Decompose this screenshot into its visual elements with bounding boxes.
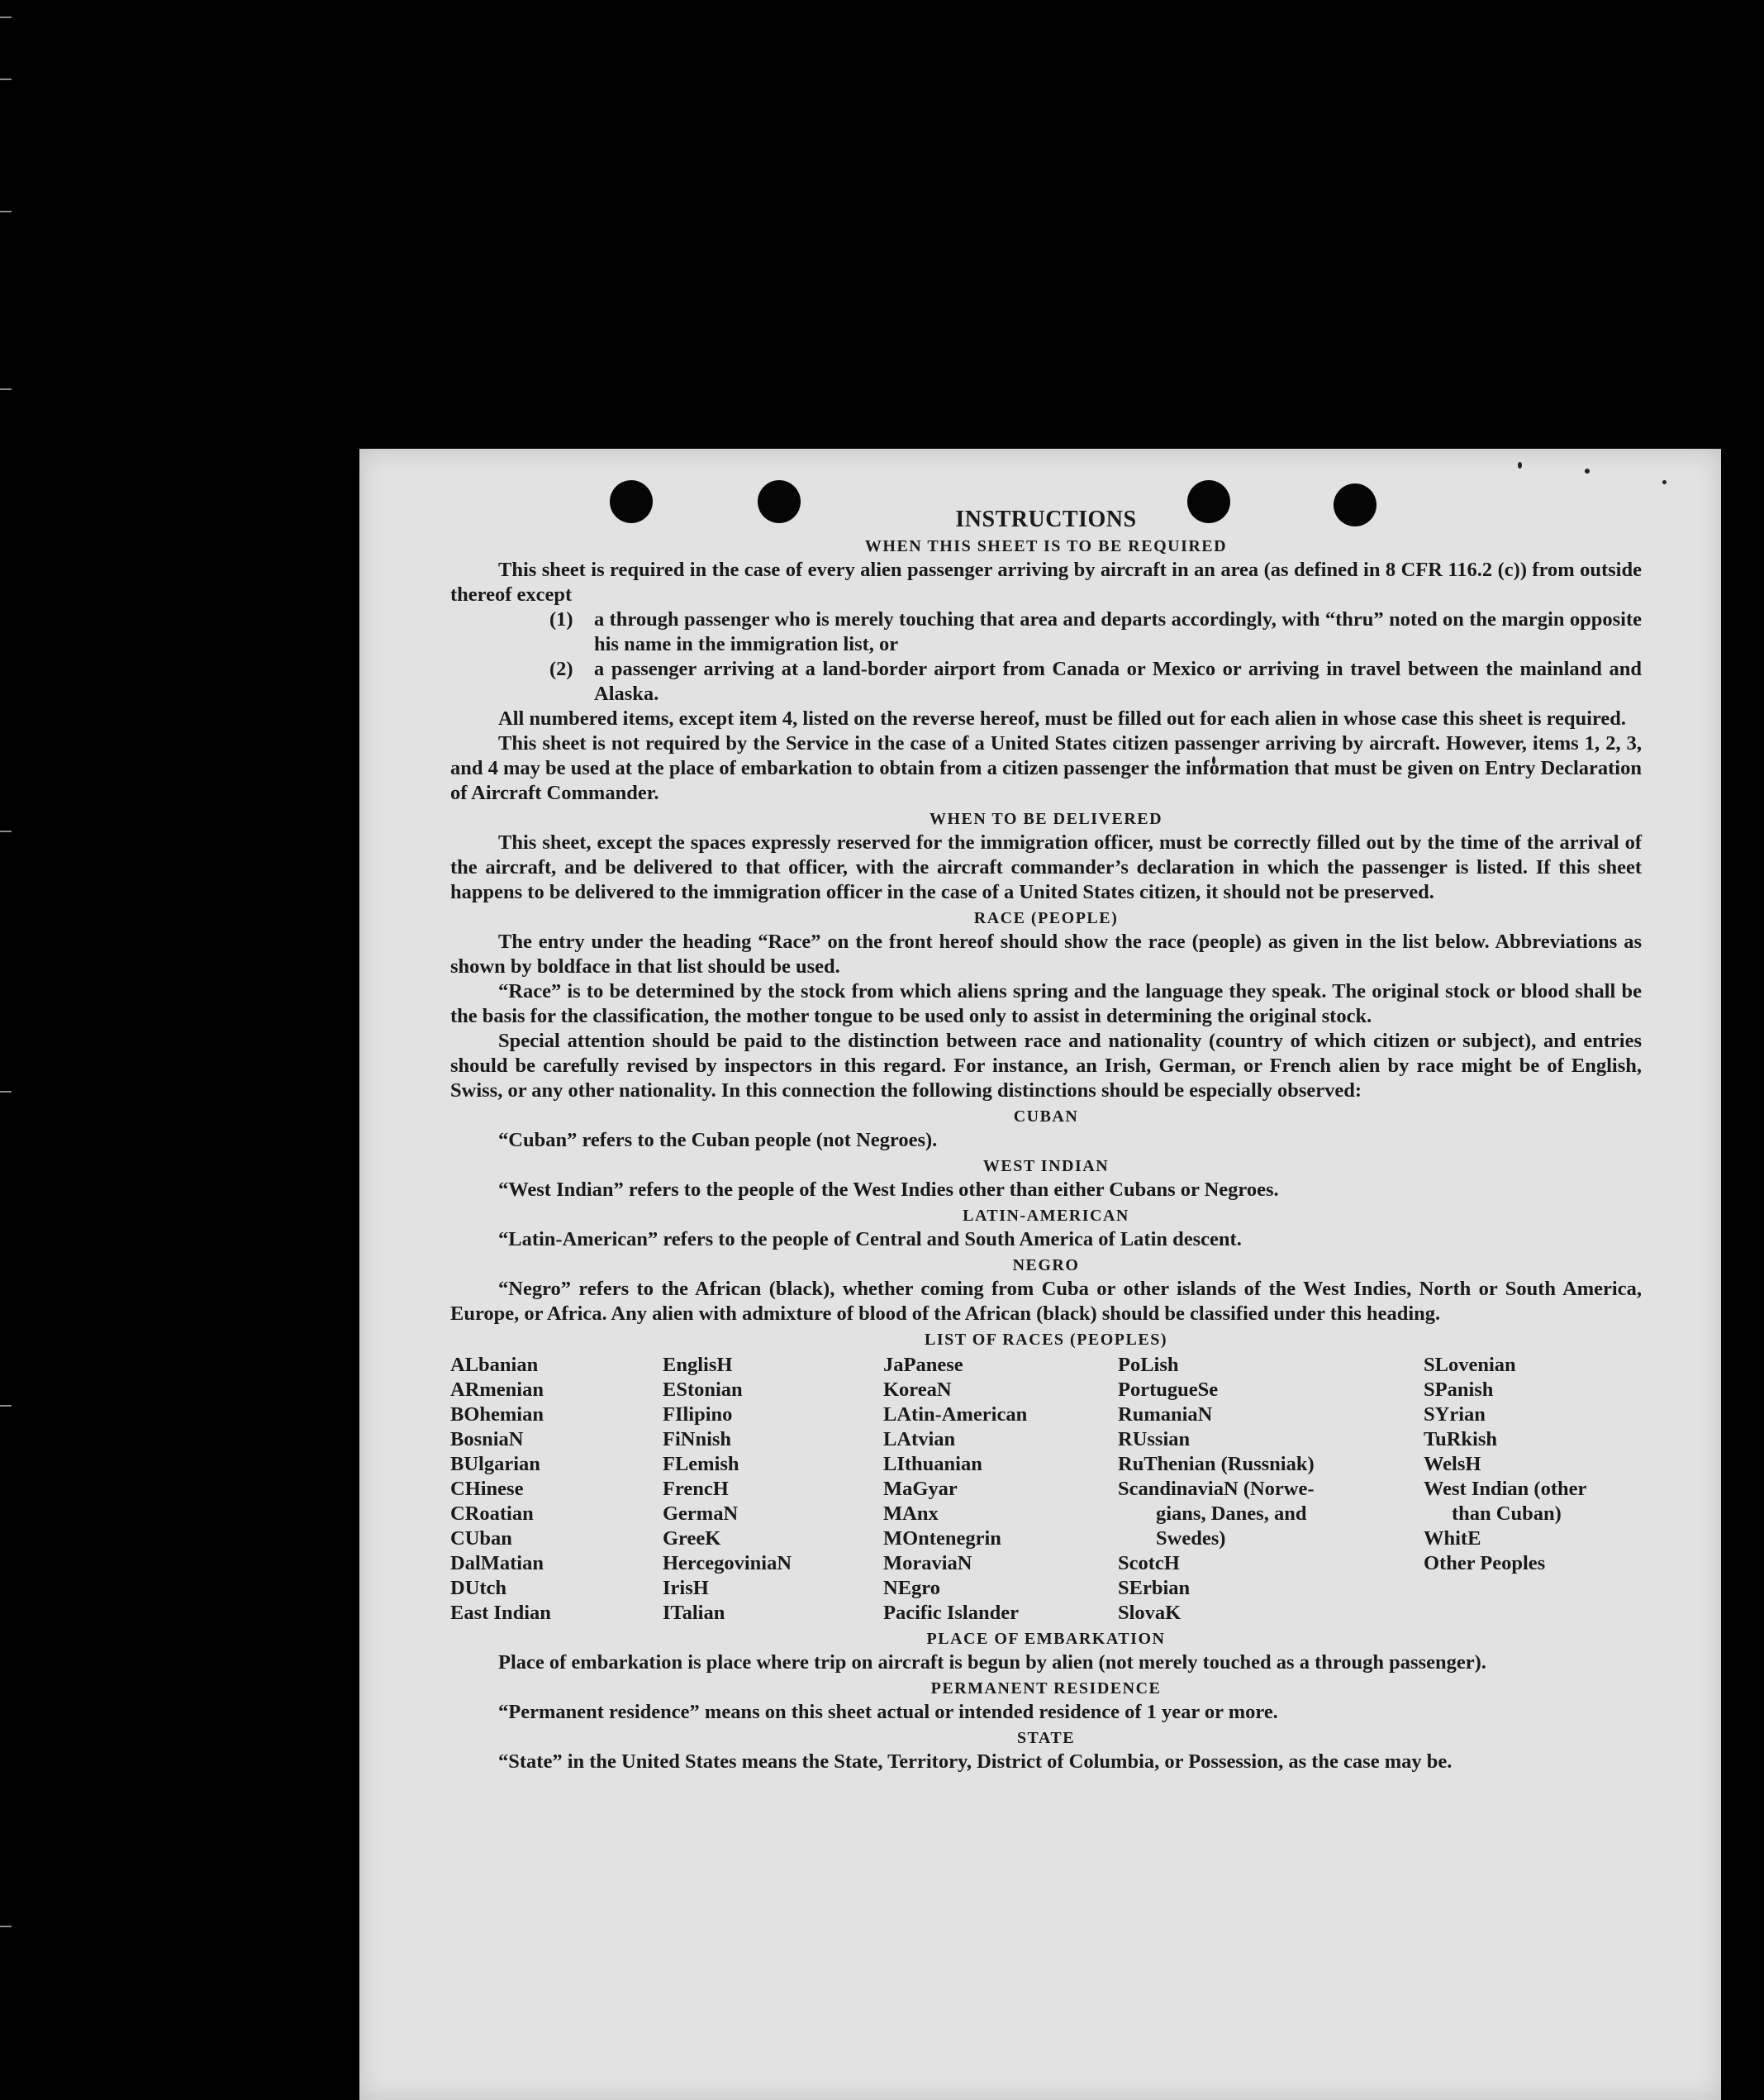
race-item: LAtin-American [883,1403,1028,1426]
race-item: DUtch [450,1577,507,1599]
race-item: CHinese [450,1478,524,1500]
section-heading: RACE (PEOPLE) [973,909,1119,927]
section-heading: WEST INDIAN [982,1157,1110,1175]
paragraph: This sheet is required in the case of every alien passenger arriving by aircraft in an area (as defined in 8 CFR 116.2 (c)) from outside thereof except [450,559,1642,606]
paragraph: “Negro” refers to the African (black), whether coming from Cuba or other islands of the West Indies, North or South America, Europe, or Africa. Any alien with admixture of blood of the African (black) should be classified under this heading. [450,1278,1642,1325]
film-edge-mark [0,831,12,832]
paragraph: Special attention should be paid to the distinction between race and nationality (country of which citizen or subject), and entries should be carefully revised by inspectors in this regard. For instance, an Irish, German, or French alien by race might be of English, Swiss, or any other nationality. In this connection the following distinctions should be especially observed: [450,1030,1642,1102]
ink-speck [1662,480,1667,484]
section-heading: NEGRO [1012,1256,1080,1274]
paragraph: “Cuban” refers to the Cuban people (not Negroes). [498,1129,938,1151]
paragraph: Place of embarkation is place where trip on aircraft is begun by alien (not merely touched as a through passenger). [498,1651,1486,1674]
race-item: MOntenegrin [883,1527,1001,1550]
race-item-continued: than Cuban) [1452,1502,1562,1525]
race-item: FIlipino [663,1403,733,1426]
list-item [450,607,1642,657]
race-column [1424,1353,1642,1626]
section-heading: STATE [1016,1729,1076,1747]
section-heading: PERMANENT RESIDENCE [930,1679,1162,1698]
race-item: Pacific Islander [883,1602,1019,1624]
ink-speck [1518,462,1522,469]
race-item: JaPanese [883,1354,963,1376]
race-item: CRoatian [450,1502,534,1525]
race-item: MAnx [883,1502,939,1525]
item-number: (2) [549,658,573,680]
race-item: SLovenian [1424,1354,1516,1376]
race-item: ScandinaviaN (Norwe- [1118,1478,1315,1500]
paragraph: “State” in the United States means the State, Territory, District of Columbia, or Possession, as the case may be. [498,1750,1453,1773]
section-heading: LATIN-AMERICAN [963,1207,1129,1225]
film-edge-mark [0,388,12,390]
section-heading: PLACE OF EMBARKATION [926,1630,1166,1648]
race-item: ARmenian [450,1379,544,1401]
race-item-continued: gians, Danes, and [1156,1502,1307,1525]
race-column [663,1353,883,1626]
document-sheet [359,449,1721,2100]
paragraph: “Race” is to be determined by the stock from which aliens spring and the language they speak. The original stock or blood shall be the basis for the classification, the mother tongue to be used only to assist in determining the original stock. [450,980,1642,1027]
race-item: PortugueSe [1118,1379,1219,1401]
film-edge-mark [0,17,12,18]
section-heading: CUBAN [1013,1107,1079,1126]
race-item: MoraviaN [883,1552,972,1574]
race-item: TuRkish [1424,1428,1498,1450]
race-item: RUssian [1118,1428,1191,1450]
race-item: SYrian [1424,1403,1486,1426]
race-list [450,1353,1642,1626]
race-item: LAtvian [883,1428,956,1450]
section-heading: WHEN TO BE DELIVERED [929,810,1163,828]
section-heading: WHEN THIS SHEET IS TO BE REQUIRED [864,537,1228,555]
ink-speck [1585,469,1590,474]
race-item: KoreaN [883,1379,952,1401]
film-edge-mark [0,79,12,80]
film-edge-mark [0,1405,12,1407]
race-item: SErbian [1118,1577,1191,1599]
film-edge-mark [0,211,12,212]
race-item: IrisH [663,1577,709,1599]
race-item: ScotcH [1118,1552,1180,1574]
instructions-text [450,507,1642,1774]
race-item: SlovaK [1118,1602,1182,1624]
race-item: PoLish [1118,1354,1179,1376]
race-item: HercegoviniaN [663,1552,792,1574]
race-item: BOhemian [450,1403,544,1426]
race-column [450,1353,663,1626]
race-item: FiNnish [663,1428,732,1450]
item-number: (1) [549,608,573,631]
item-text: a through passenger who is merely touching that area and departs accordingly, with “thru” noted on the margin opposite his name in the immigration list, or [594,608,1642,655]
race-item: BosniaN [450,1428,524,1450]
paragraph: This sheet is not required by the Service in the case of a United States citizen passenger arriving by aircraft. However, items 1, 2, 3, and 4 may be used at the place of embarkation to obtain from a citizen passenger the information that must be given on Entry Declaration of Aircraft Commander. [450,732,1642,804]
film-edge-mark [0,1926,12,1927]
paragraph: The entry under the heading “Race” on the front hereof should show the race (people) as given in the list below. Abbreviations as shown by boldface in that list should be used. [450,931,1642,978]
race-column [883,1353,1118,1626]
race-item: EStonian [663,1379,743,1401]
race-item-continued: Swedes) [1156,1527,1226,1550]
race-column [1118,1353,1424,1626]
race-item: CUban [450,1527,512,1550]
race-item: EnglisH [663,1354,733,1376]
race-item: LIthuanian [883,1453,982,1475]
race-item: WhitE [1424,1527,1481,1550]
paragraph: “Permanent residence” means on this sheet actual or intended residence of 1 year or more. [498,1701,1278,1723]
race-item: SPanish [1424,1379,1494,1401]
paragraph: “Latin-American” refers to the people of Central and South America of Latin descent. [498,1228,1242,1250]
race-item: ALbanian [450,1354,539,1376]
item-text: a passenger arriving at a land-border airport from Canada or Mexico or arriving in travel between the mainland and Alaska. [594,658,1642,705]
paragraph: All numbered items, except item 4, listed on the reverse hereof, must be filled out for each alien in whose case this sheet is required. [498,707,1627,730]
race-item: Other Peoples [1424,1552,1546,1574]
race-item: MaGyar [883,1478,958,1500]
race-item: BUlgarian [450,1453,540,1475]
film-edge-mark [0,1091,12,1093]
list-item [450,657,1642,707]
paragraph: “West Indian” refers to the people of the West Indies other than either Cubans or Negroes. [498,1179,1279,1201]
race-item: RuThenian (Russniak) [1118,1453,1315,1475]
section-heading: LIST OF RACES (PEOPLES) [924,1331,1167,1349]
race-item: ITalian [663,1602,725,1624]
race-item: East Indian [450,1602,551,1624]
page-title: INSTRUCTIONS [955,507,1137,532]
paragraph: This sheet, except the spaces expressly reserved for the immigration officer, must be correctly filled out by the time of the arrival of the aircraft, and be delivered to that officer, with the aircraft commander’s declaration in which the passenger is listed. If this sheet happens to be delivered to the immigration officer in the case of a United States citizen, it should not be preserved. [450,831,1642,903]
race-item: GermaN [663,1502,739,1525]
race-item: WelsH [1424,1453,1481,1475]
race-item: GreeK [663,1527,721,1550]
race-item: RumaniaN [1118,1403,1213,1426]
race-item: NEgro [883,1577,940,1599]
race-item: FrencH [663,1478,729,1500]
race-item: FLemish [663,1453,739,1475]
race-item: West Indian (other [1424,1478,1587,1500]
race-item: DalMatian [450,1552,544,1574]
